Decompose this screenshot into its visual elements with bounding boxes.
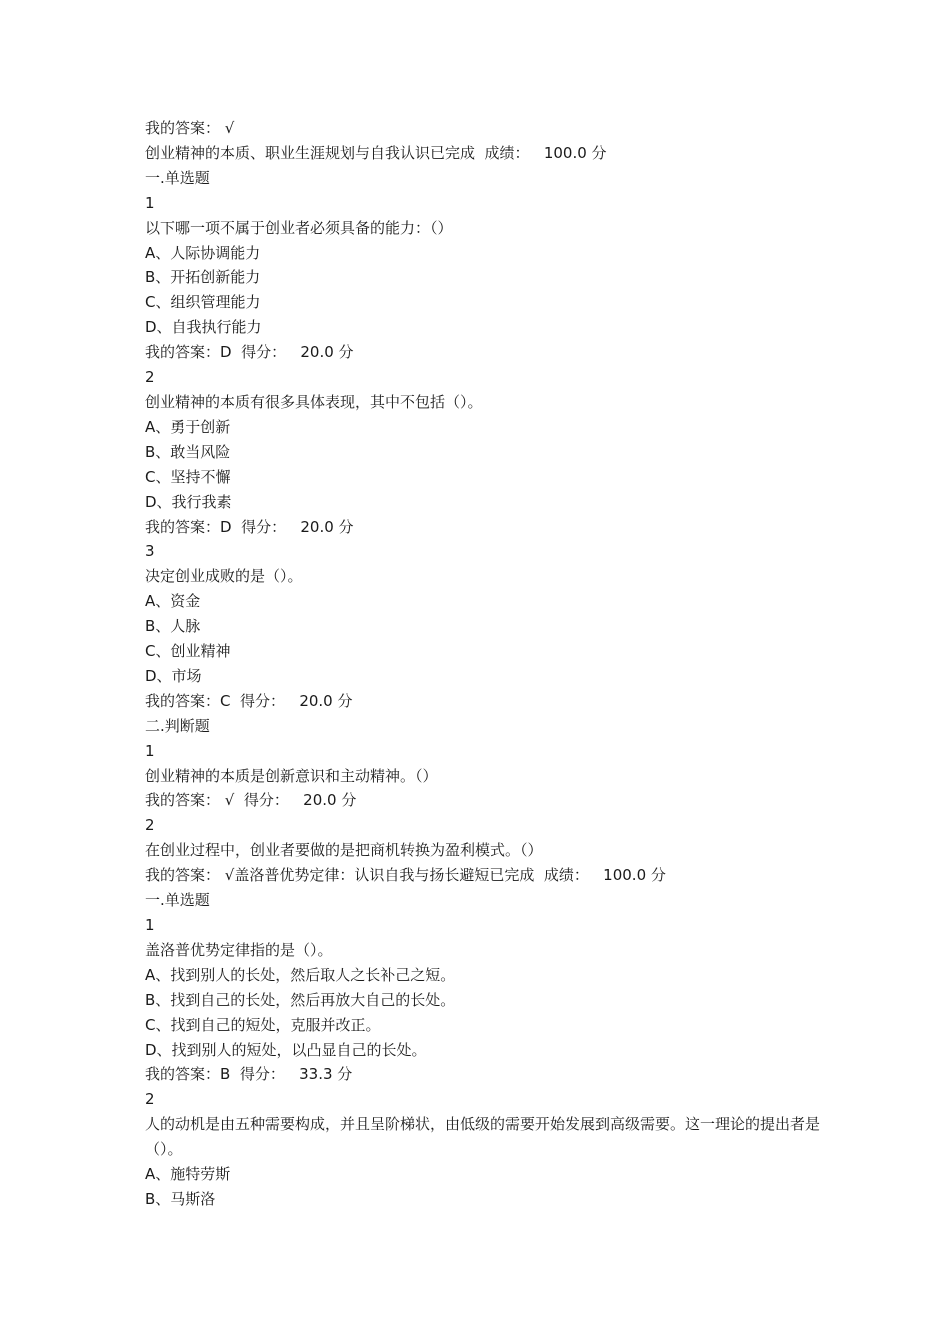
section-heading: 二.判断题	[145, 716, 210, 735]
question-number: 2	[145, 816, 155, 835]
answer: 我的答案：D 得分： 20.0 分	[145, 517, 354, 536]
option: D、找到别人的短处，以凸显自己的长处。	[145, 1040, 427, 1059]
option: A、找到别人的长处，然后取人之长补己之短。	[145, 965, 456, 984]
question-number: 1	[145, 916, 155, 934]
answer: 我的答案： √盖洛普优势定律：认识自我与扬长避短已完成 成绩： 100.0 分	[145, 866, 666, 885]
question: 决定创业成败的是（）。	[145, 567, 303, 586]
section-heading: 一.单选题	[145, 891, 210, 910]
option: A、人际协调能力	[145, 243, 261, 262]
question: 创业精神的本质是创新意识和主动精神。（）	[145, 766, 438, 785]
option: D、自我执行能力	[145, 318, 262, 337]
answer: 我的答案： √	[145, 119, 235, 137]
option: B、马斯洛	[145, 1189, 216, 1208]
question: 以下哪一项不属于创业者必须具备的能力：（）	[145, 218, 453, 237]
option: D、市场	[145, 666, 202, 685]
document-body	[145, 116, 825, 1212]
question: 在创业过程中，创业者要做的是把商机转换为盈利模式。（）	[145, 841, 543, 860]
question: 盖洛普优势定律指的是（）。	[145, 940, 333, 959]
option: C、坚持不懈	[145, 467, 231, 486]
option: C、创业精神	[145, 642, 231, 661]
question-number: 2	[145, 1090, 155, 1109]
answer: 我的答案： √ 得分： 20.0 分	[145, 791, 357, 810]
option: A、施特劳斯	[145, 1165, 231, 1184]
option: B、人脉	[145, 617, 201, 636]
question-number: 1	[145, 741, 155, 760]
option: B、开拓创新能力	[145, 268, 261, 287]
option: C、找到自己的短处，克服并改正。	[145, 1015, 381, 1034]
option: A、资金	[145, 592, 201, 611]
answer: 我的答案：B 得分： 33.3 分	[145, 1065, 353, 1084]
question-number: 1	[145, 193, 155, 212]
section-result: 创业精神的本质、职业生涯规划与自我认识已完成 成绩： 100.0 分	[145, 143, 607, 162]
answer: 我的答案：C 得分： 20.0 分	[145, 691, 353, 710]
option: C、组织管理能力	[145, 293, 261, 312]
question: 创业精神的本质有很多具体表现，其中不包括（）。	[145, 392, 483, 411]
option: D、我行我素	[145, 492, 232, 511]
section-heading: 一.单选题	[145, 168, 210, 187]
question: 人的动机是由五种需要构成，并且呈阶梯状，由低级的需要开始发展到高级需要。这一理论的提出者是（）。	[145, 1115, 821, 1159]
option: B、找到自己的长处，然后再放大自己的长处。	[145, 990, 456, 1009]
option: B、敢当风险	[145, 442, 231, 461]
answer: 我的答案：D 得分： 20.0 分	[145, 343, 354, 362]
question-number: 3	[145, 542, 155, 561]
option: A、勇于创新	[145, 417, 231, 436]
question-number: 2	[145, 368, 155, 387]
